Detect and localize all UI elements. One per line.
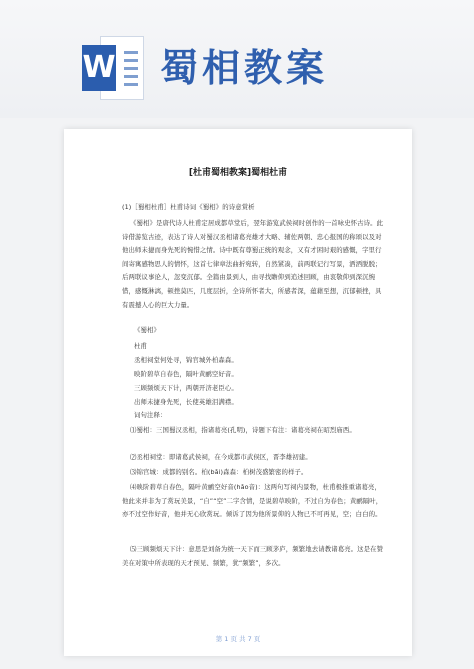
annotation-3: ⑶锦官城：成都的别名。柏(bǎi)森森：柏树茂盛繁密的样子。: [130, 468, 308, 476]
poem-line-1: 丞相祠堂何处寻，锦官城外柏森森。: [134, 356, 238, 364]
page-indicator: 第 1 页 共 7 页: [215, 635, 261, 643]
annotations-heading: 词句注释：: [134, 411, 167, 419]
word-w-badge: W: [82, 45, 116, 91]
paragraph-heading: (1)［蜀相杜甫］杜甫诗词《蜀相》的诗意赏析: [122, 203, 255, 211]
poem-author: 杜甫: [134, 342, 147, 350]
poem-line-2: 映阶碧草自春色，隔叶黄鹂空好音。: [134, 370, 238, 378]
poem-line-3: 三顾频烦天下计，两朝开济老臣心。: [134, 384, 238, 392]
poem-line-4: 出师未捷身先死，长使英雄泪满襟。: [134, 398, 238, 406]
paragraph-appreciation: 《蜀相》是唐代诗人杜甫定居成都草堂后，翌年游览武侯祠时创作的一首咏史怀古诗。此诗借游览古迹，表达了诗人对蜀汉丞相诸葛亮雄才大略、辅佐两朝、忠心报国的称颂以及对他出师未捷而身先死的惋惜之情。诗中既有尊蜀正统的观念，又有才困时艰的感慨，字里行间寄寓感物思人的情怀，这首七律章法曲折宛转，自然紧凑，前两联记行写景，洒洒脱脱；后两联议事论人，忽变沉郁。全篇由景到人，由寻找瞻仰到追述回顾，由衷敬仰到深沉惋惜，感慨淋漓，顿挫莫匹，几度层折，全诗所怀者大，所感者深，蕴藉至想，沉郁顿挫，具有震撼人心的巨大力量。: [122, 219, 384, 309]
document-page: [64, 129, 412, 656]
annotation-4: ⑷映阶碧草自春色，隔叶黄鹂空好音(hǎo音)：这两句写祠内景物，杜甫极推重诸葛亮，他此来并非为了赏玩美景，“自”“空”二字含情，是说碧草映阶，不过自为春色；黄鹂隔叶，亦不过空作好音，他并无心欣赏玩。倾诉了因为他所景仰的人物已不可再见，空；白白的。: [122, 483, 383, 519]
header-banner: [0, 0, 474, 118]
annotation-1: ⑴蜀相：三国蜀汉丞相，指诸葛亮(孔明)，诗题下有注：诸葛亮祠在昭烈庙西。: [130, 426, 356, 434]
document-title: [杜甫蜀相教案]蜀相杜甫: [188, 168, 288, 178]
banner-title: 蜀相教案: [160, 46, 329, 90]
annotation-2: ⑵丞相祠堂：即诸葛武侯祠，在今成都市武侯区，晋李雄初建。: [130, 453, 312, 461]
annotation-5: ⑸三顾频烦天下计：意思是刘备为统一天下而三顾茅庐，频繁地去请教诸葛亮。这是在赞美在对策中所表现的天才预见、频繁，犹“频繁”，多次。: [122, 545, 384, 567]
word-document-icon: [82, 36, 144, 100]
poem-title: 《蜀相》: [134, 326, 160, 334]
